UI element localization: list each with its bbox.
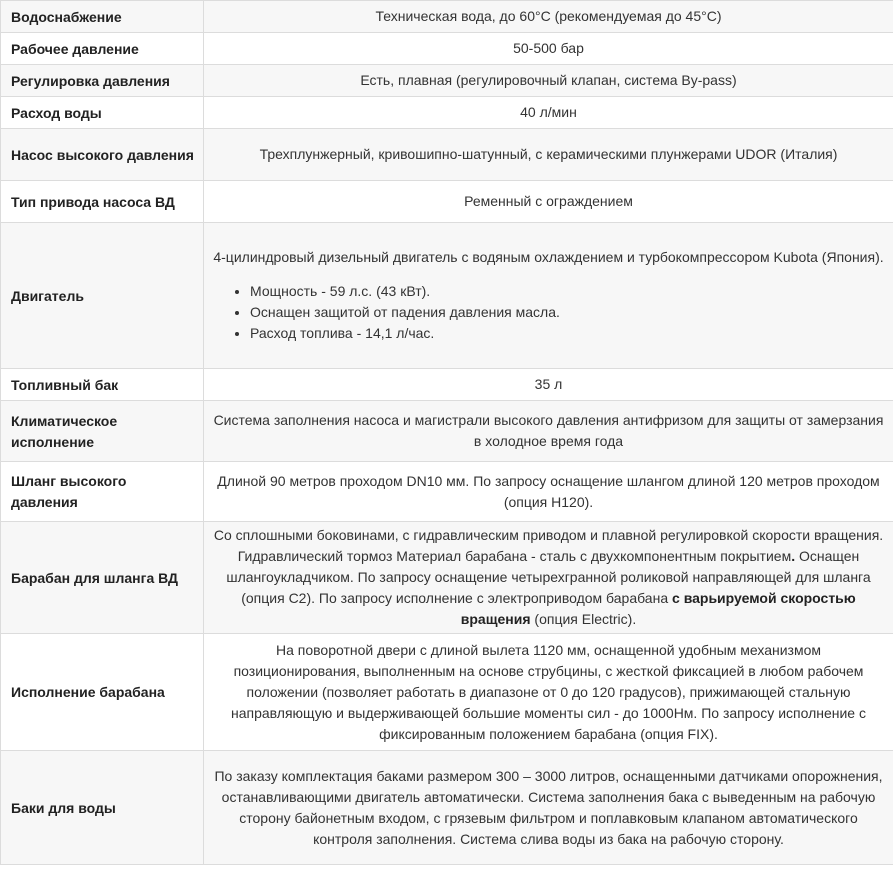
table-row bbox=[1, 462, 893, 522]
list-item: • Мощность - 59 л.с. (43 кВт). bbox=[250, 281, 885, 302]
row-value: Система заполнения насоса и магистрали высокого давления антифризом для защиты от замерзания в холодное время года bbox=[204, 401, 893, 462]
row-value: 50-500 бар bbox=[204, 33, 893, 65]
list-item: • Расход топлива - 14,1 л/час. bbox=[250, 323, 885, 344]
row-label: Баки для воды bbox=[1, 751, 204, 865]
text-segment: Оснащен шлангоукладчиком. По запросу оснащение четырехгранной роликовой направляющей для шланга (опция С2). По запросу исполнение с электроприводом барабана bbox=[226, 548, 871, 606]
row-label: Тип привода насоса ВД bbox=[1, 181, 204, 223]
bold-segment: с варьируемой скоростью вращения bbox=[460, 590, 856, 627]
table-row bbox=[1, 181, 893, 223]
row-value: По заказу комплектация баками размером 300 – 3000 литров, оснащенными датчиками опорожнения, останавливающими двигатель автоматически. Система заполнения бака с выведенным на рабочую сторону байонетным входом, с грязевым фильтром и поплавковым клапаном автоматического контроля заполнения. Система слива воды из бака на рабочую сторону. bbox=[204, 751, 893, 865]
row-value: На поворотной двери с длиной вылета 1120 мм, оснащенной удобным механизмом позиционирования, выполненным на основе струбцины, с жесткой фиксацией в любом рабочем положении (позволяет работать в диапазоне от 0 до 120 градусов), прижимающей стальную направляющую и выдерживающей большие моменты сил - до 1000Нм. По запросу исполнение с фиксированным положением барабана (опция FIX). bbox=[204, 634, 893, 751]
table-row bbox=[1, 65, 893, 97]
row-label: Водоснабжение bbox=[1, 1, 204, 33]
table-row bbox=[1, 1, 893, 33]
row-label: Насос высокого давления bbox=[1, 129, 204, 181]
table-row bbox=[1, 33, 893, 65]
row-value bbox=[204, 522, 893, 634]
row-value: Трехплунжерный, кривошипно-шатунный, с керамическими плунжерами UDOR (Италия) bbox=[204, 129, 893, 181]
text-segment: (опция Electric). bbox=[530, 611, 637, 627]
row-value: 35 л bbox=[204, 369, 893, 401]
table-row bbox=[1, 369, 893, 401]
table-row bbox=[1, 634, 893, 751]
row-value: Есть, плавная (регулировочный клапан, система By-pass) bbox=[204, 65, 893, 97]
text-segment: Со сплошными боковинами, с гидравлическим приводом и плавной регулировкой скорости вращения. Гидравлический тормоз Материал барабана - сталь с двухкомпонентным покрытием bbox=[213, 527, 884, 564]
table-row bbox=[1, 751, 893, 865]
list-item: • Оснащен защитой от падения давления масла. bbox=[250, 302, 885, 323]
engine-description: 4-цилиндровый дизельный двигатель с водяным охлаждением и турбокомпрессором Kubota (Япония). bbox=[213, 249, 884, 265]
row-label: Регулировка давления bbox=[1, 65, 204, 97]
row-label: Двигатель bbox=[1, 223, 204, 369]
row-value bbox=[204, 223, 893, 369]
table-row bbox=[1, 522, 893, 634]
row-label: Климатическое исполнение bbox=[1, 401, 204, 462]
row-label: Рабочее давление bbox=[1, 33, 204, 65]
row-value: Техническая вода, до 60°С (рекомендуемая до 45°С) bbox=[204, 1, 893, 33]
table-row bbox=[1, 223, 893, 369]
table-row bbox=[1, 97, 893, 129]
row-value: Длиной 90 метров проходом DN10 мм. По запросу оснащение шлангом длиной 120 метров проходом (опция H120). bbox=[204, 462, 893, 522]
table-row bbox=[1, 401, 893, 462]
row-label: Барабан для шланга ВД bbox=[1, 522, 204, 634]
row-label: Топливный бак bbox=[1, 369, 204, 401]
bold-segment: . bbox=[791, 548, 796, 564]
row-label: Исполнение барабана bbox=[1, 634, 204, 751]
table-row bbox=[1, 129, 893, 181]
row-label: Расход воды bbox=[1, 97, 204, 129]
row-value: 40 л/мин bbox=[204, 97, 893, 129]
row-value: Ременный с ограждением bbox=[204, 181, 893, 223]
row-label: Шланг высокого давления bbox=[1, 462, 204, 522]
engine-bullet-list bbox=[212, 281, 885, 344]
